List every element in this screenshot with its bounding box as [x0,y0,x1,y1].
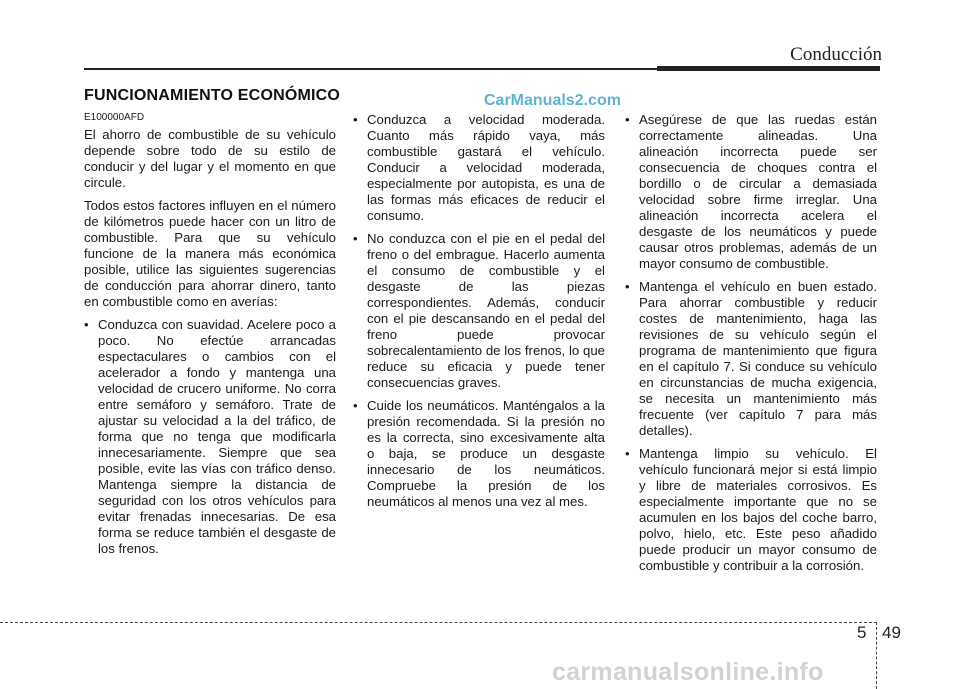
tips-list-col1 [84,317,336,557]
bullet: • [625,112,630,127]
column-2 [353,112,605,517]
bullet: • [625,279,630,294]
column-3 [625,112,877,581]
bullet: • [353,398,358,413]
list-item-text: Mantenga limpio su vehículo. El vehículo funcionará mejor si está limpio y libre de materiales corrosivos. Es especialmente importante que no se acumulen en los bajos del coche barro, polvo, hielo, etc. Este peso añadido puede producir un mayor consumo de combustible y contribuir a la corrosión. [639,446,877,573]
header-rule-thick [657,66,880,71]
footer-dashed-rule [0,622,877,623]
tips-list-col3 [625,112,877,574]
list-item [625,279,877,439]
tips-list-col2 [353,112,605,510]
section-name: Conducción [790,44,882,65]
list-item-text: Mantenga el vehículo en buen estado. Para ahorrar combustible y reducir costes de mantenimiento, haga las revisiones de su vehículo según el programa de mantenimiento que figura en el capítulo 7. Si conduce su vehículo en circunstancias de mucha exigencia, se necesita un mantenimiento más frecuente (ver capítulo 7 para más detalles). [639,279,877,438]
page-title: FUNCIONAMIENTO ECONÓMICO [84,87,341,104]
bullet: • [353,231,358,246]
list-item [625,446,877,574]
bullet: • [84,317,89,332]
list-item [353,398,605,510]
watermark-bottom: carmanualsonline.info [552,658,824,686]
page-number: 49 [882,623,901,642]
header-rule-thin [84,68,657,70]
list-item [625,112,877,272]
intro-paragraph-1: El ahorro de combustible de su vehículo depende sobre todo de su estilo de conducir y del lugar y el momento en que circule. [84,127,336,190]
list-item-text: Conduzca a velocidad moderada. Cuanto más rápido vaya, más combustible gastará el vehículo. Conducir a velocidad moderada, especialmente por autopista, es una de las formas más eficaces de reducir el consumo. [367,112,605,223]
bullet: • [353,112,358,127]
chapter-number: 5 [857,623,867,642]
list-item [84,317,336,557]
section-code: E100000AFD [84,112,145,123]
watermark-top: CarManuals2.com [484,92,621,109]
list-item-text: No conduzca con el pie en el pedal del freno o del embrague. Hacerlo aumenta el consumo de combustible y el desgaste de las piezas correspondientes. Además, conducir con el pie descansando en el pedal del freno puede provocar sobrecalentamiento de los frenos, lo que reduce su eficacia y puede tener consecuencias graves. [367,231,605,390]
column-1 [84,112,336,564]
list-item-text: Conduzca con suavidad. Acelere poco a poco. No efectúe arrancadas espectaculares o cambios con el acelerador a fondo y mantenga una velocidad de crucero uniforme. No corra entre semáforo y semáforo. Trate de ajustar su velocidad a la del tráfico, de forma que no tenga que modificarla innecesariamente. Siempre que sea posible, evite las vías con tráfico denso. Mantenga siempre la distancia de seguridad con los otros vehículos para evitar frenadas innecesarias. De esa forma se reduce también el desgaste de los frenos. [98,317,336,556]
bullet: • [625,446,630,461]
footer-vertical-rule [876,622,877,689]
list-item [353,231,605,391]
list-item [353,112,605,224]
intro-paragraph-2: Todos estos factores influyen en el número de kilómetros puede hacer con un litro de combustible. Para que su vehículo funcione de la manera más económica posible, utilice las siguientes sugerencias de conducción para ahorrar dinero, tanto en combustible como en averías: [84,198,336,309]
list-item-text: Asegúrese de que las ruedas están correctamente alineadas. Una alineación incorrecta puede ser consecuencia de choques contra el bordillo o de circular a demasiada velocidad sobre firme irreglar. Una alineación incorrecta acelera el desgaste de los neumáticos y puede causar otros problemas, además de un mayor consumo de combustible. [639,112,877,271]
list-item-text: Cuide los neumáticos. Manténgalos a la presión recomendada. Si la presión no es la correcta, sino excesivamente alta o baja, se produce un desgaste innecesario de los neumáticos. Compruebe la presión de los neumáticos al menos una vez al mes. [367,398,605,509]
